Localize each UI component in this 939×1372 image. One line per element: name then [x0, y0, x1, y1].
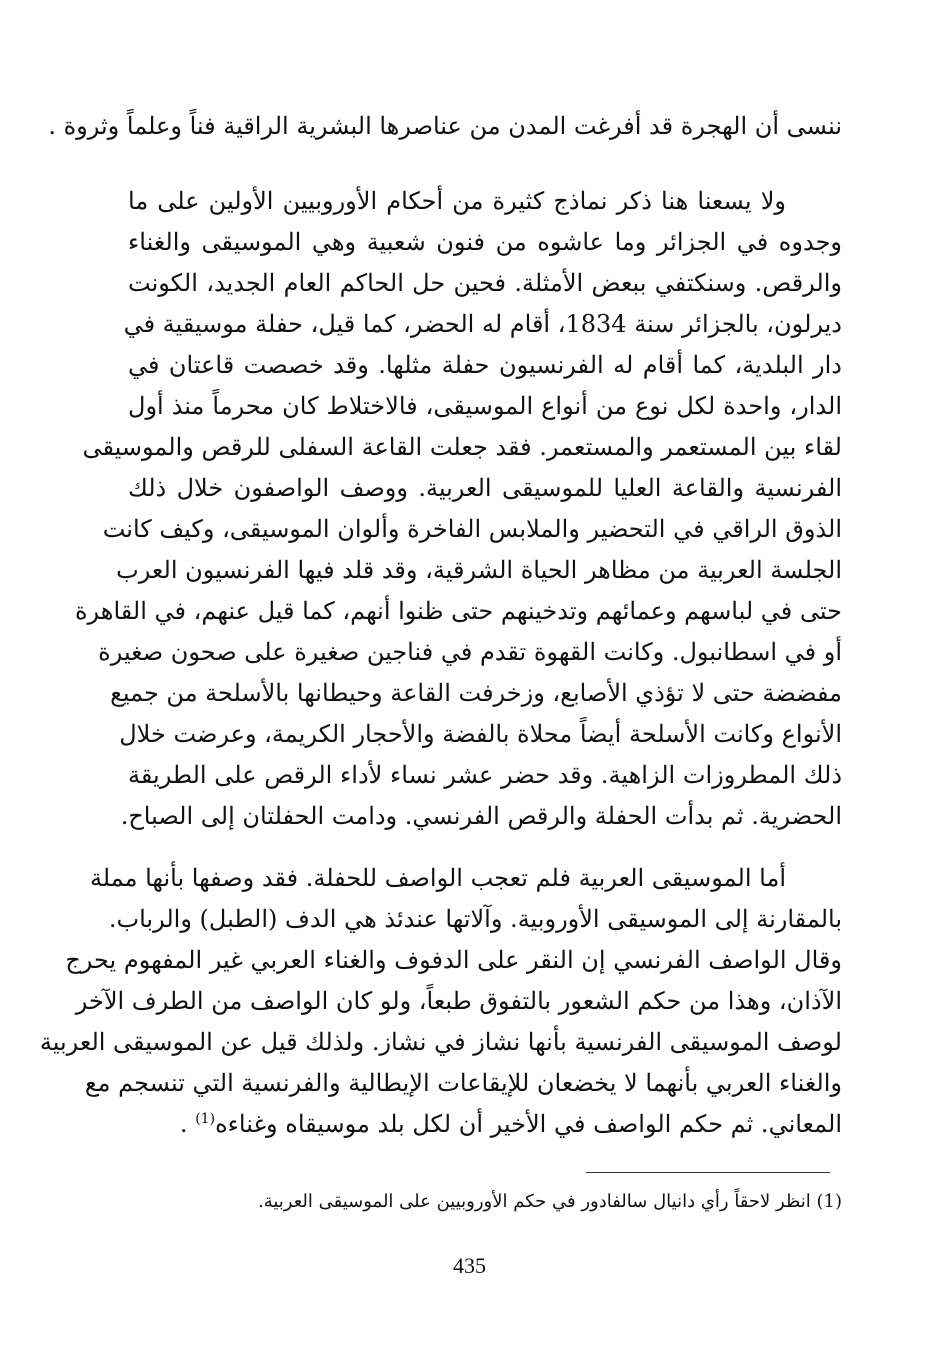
paragraph-arab-music: [39, 858, 842, 1145]
text-line: بالمقارنة إلى الموسيقى الأوروبية. وآلاتها عندئذ هي الدف (الطبل) والرباب.: [108, 905, 842, 933]
text-line: أما الموسيقى العربية فلم تعجب الواصف للحفلة. فقد وصفها بأنها مملة: [89, 864, 786, 892]
text-line: الذوق الراقي في التحضير والملابس الفاخرة وألوان الموسيقى، وكيف كانت: [102, 515, 842, 543]
footnote-divider: [586, 1172, 830, 1173]
text-line: دار البلدية، كما أقام له الفرنسيون حفلة مثلها. وقد خصصت قاعتان في: [128, 351, 842, 379]
footnote-text: انظر لاحقاً رأي دانيال سالفادور في حكم الأوروبيين على الموسيقى العربية.: [257, 1191, 811, 1212]
last-line-text: المعاني. ثم حكم الواصف في الأخير أن لكل بلد موسيقاه وغناءه: [215, 1110, 842, 1138]
text-line: الدار، واحدة لكل نوع من أنواع الموسيقى، فالاختلاط كان محرماً منذ أول: [128, 392, 842, 420]
text-line: الآذان، وهذا من حكم الشعور بالتفوق طبعاً، ولو كان الواصف من الطرف الآخر: [75, 987, 842, 1015]
text-line: أو في اسطانبول. وكانت القهوة تقدم في فناجين صغيرة على صحون صغيرة: [98, 638, 842, 666]
text-line: ولا يسعنا هنا ذكر نماذج كثيرة من أحكام الأوروبيين الأولين على ما: [128, 187, 787, 215]
footnote: [142, 1188, 842, 1216]
paragraph-continuation: [48, 106, 842, 147]
last-line-end: .: [179, 1110, 188, 1138]
text-line: الجلسة العربية من مظاهر الحياة الشرقية، وقد قلد فيها الفرنسيون العرب: [116, 556, 842, 584]
text-line: الأنواع وكانت الأسلحة أيضاً محلاة بالفضة والأحجار الكريمة، وعرضت خلال: [119, 720, 842, 748]
text-line: الفرنسية والقاعة العليا للموسيقى العربية. ووصف الواصفون خلال ذلك: [128, 474, 842, 502]
text-line: ذلك المطروزات الزاهية. وقد حضر عشر نساء لأداء الرقص على الطريقة: [128, 761, 842, 789]
text-line: ديرلون، بالجزائر سنة 1834، أقام له الحضر، كما قيل، حفلة موسيقية في: [123, 310, 842, 338]
footnote-marker: (1): [816, 1191, 842, 1212]
text-line: والرقص. وسنكتفي ببعض الأمثلة. فحين حل الحاكم العام الجديد، الكونت: [128, 269, 842, 297]
text-line: لقاء بين المستعمر والمستعمر. فقد جعلت القاعة السفلى للرقص والموسيقى: [82, 433, 842, 461]
text-line: لوصف الموسيقى الفرنسية بأنها نشاز في نشاز. ولذلك قيل عن الموسيقى العربية: [39, 1028, 842, 1056]
text-line: ننسى أن الهجرة قد أفرغت المدن من عناصرها البشرية الراقية فناً وعلماً وثروة .: [48, 112, 842, 140]
text-line: وقال الواصف الفرنسي إن النقر على الدفوف والغناء العربي غير المفهوم يحرج: [65, 946, 842, 974]
paragraph-reception: [74, 181, 842, 837]
footnote-reference[interactable]: (1): [195, 1111, 216, 1127]
text-line: وجدوه في الجزائر وما عاشوه من فنون شعبية وهي الموسيقى والغناء: [128, 228, 842, 256]
page-number: 435: [453, 1253, 486, 1278]
text-line: مفضضة حتى لا تؤذي الأصابع، وزخرفت القاعة وحيطانها بالأسلحة من جميع: [110, 679, 842, 707]
text-line-last: [128, 1104, 842, 1145]
text-line: والغناء العربي بأنهما لا يخضعان للإيقاعات الإيطالية والفرنسية التي تنسجم مع: [84, 1069, 842, 1097]
text-line: حتى في لباسهم وعمائهم وتدخينهم حتى ظنوا أنهم، كما قيل عنهم، في القاهرة: [74, 597, 842, 625]
text-line: الحضرية. ثم بدأت الحفلة والرقص الفرنسي. ودامت الحفلتان إلى الصباح.: [120, 802, 842, 830]
